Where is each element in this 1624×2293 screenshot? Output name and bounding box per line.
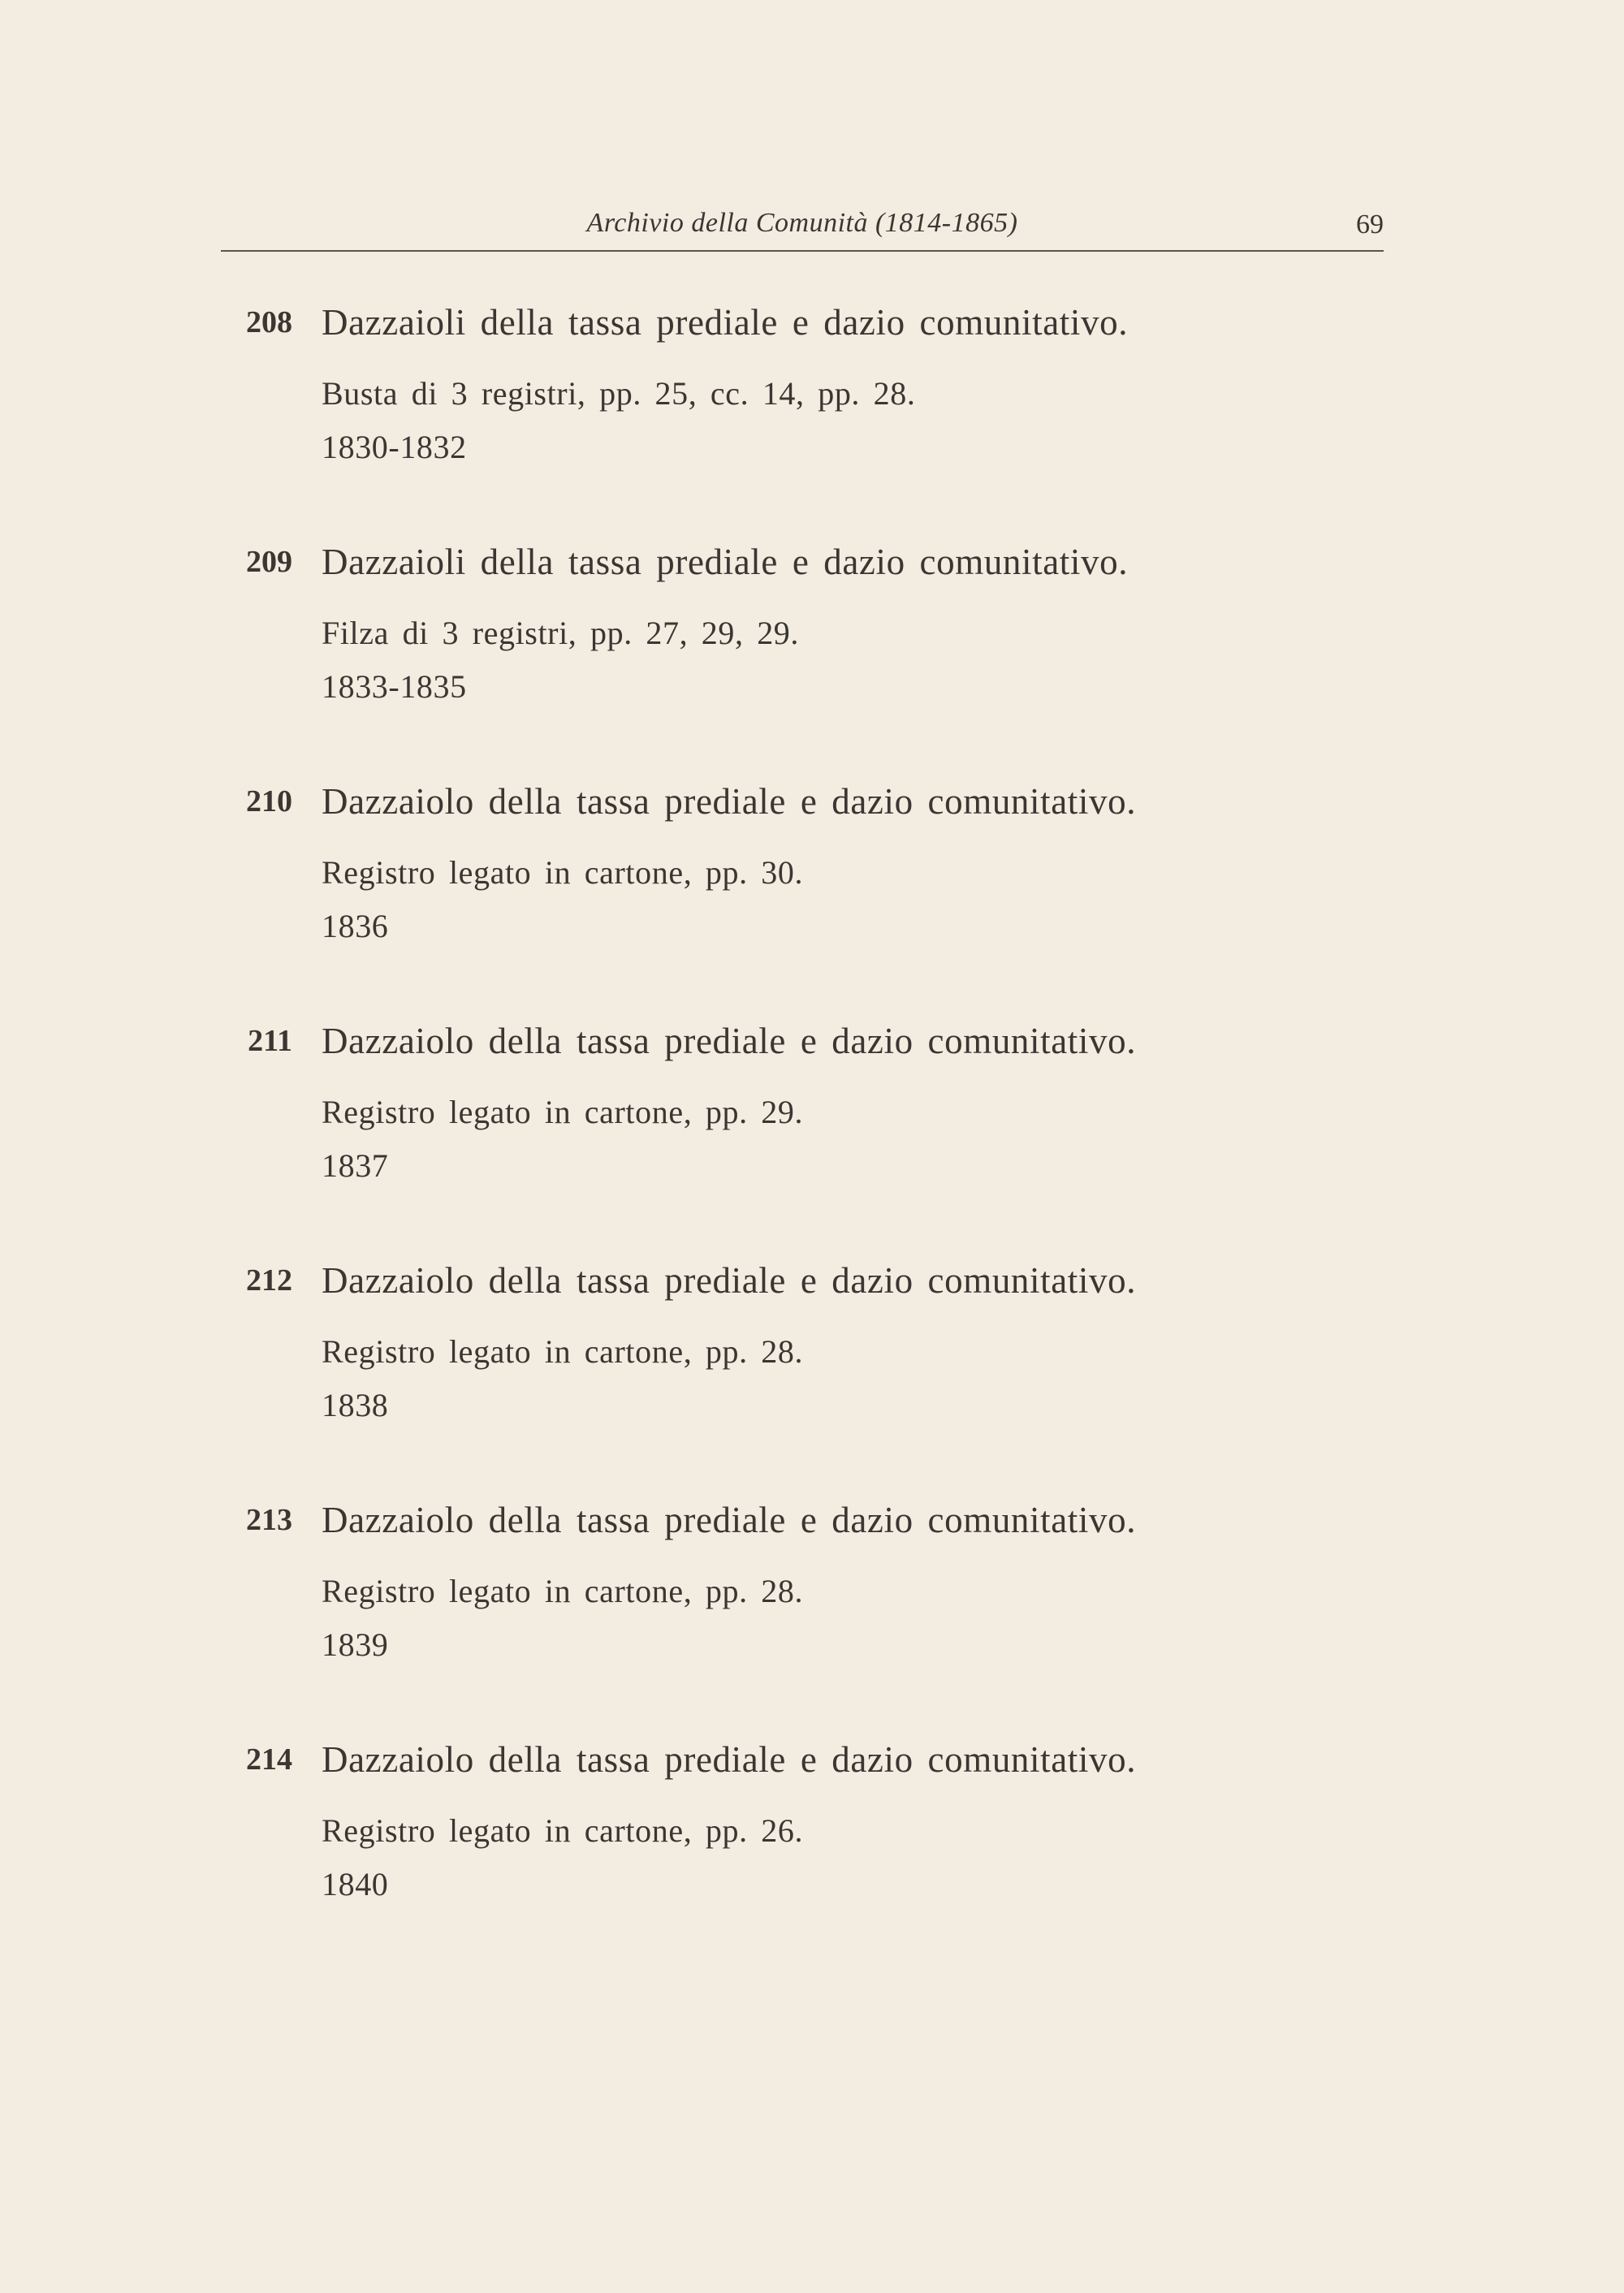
entry-date: 1840 bbox=[322, 1866, 389, 1902]
entry-title: Dazzaioli della tassa prediale e dazio comunitativo. bbox=[322, 302, 1129, 343]
page-number: 69 bbox=[1356, 209, 1384, 240]
entry-description: Registro legato in cartone, pp. 28. bbox=[322, 1573, 804, 1609]
entry-date: 1830-1832 bbox=[322, 429, 467, 465]
entry-description: Filza di 3 registri, pp. 27, 29, 29. bbox=[322, 615, 799, 651]
entry-title: Dazzaiolo della tassa prediale e dazio comunitativo. bbox=[322, 1021, 1137, 1061]
running-title: Archivio della Comunità (1814-1865) bbox=[586, 208, 1018, 238]
entry-title: Dazzaiolo della tassa prediale e dazio comunitativo. bbox=[322, 1260, 1137, 1301]
entry-description: Busta di 3 registri, pp. 25, cc. 14, pp. 28. bbox=[322, 375, 916, 412]
entry-title: Dazzaiolo della tassa prediale e dazio comunitativo. bbox=[322, 1500, 1137, 1540]
entry-title: Dazzaiolo della tassa prediale e dazio comunitativo. bbox=[322, 1739, 1137, 1780]
entry-number: 210 bbox=[246, 784, 292, 818]
page-header bbox=[221, 205, 1384, 252]
entry-date: 1837 bbox=[322, 1147, 389, 1184]
entry-number: 208 bbox=[246, 305, 292, 339]
entry-number: 209 bbox=[246, 545, 292, 579]
entry-number: 214 bbox=[246, 1742, 292, 1777]
entry-title: Dazzaioli della tassa prediale e dazio comunitativo. bbox=[322, 542, 1129, 582]
entry-title: Dazzaiolo della tassa prediale e dazio comunitativo. bbox=[322, 781, 1137, 822]
entry-description: Registro legato in cartone, pp. 26. bbox=[322, 1812, 804, 1849]
entry-date: 1838 bbox=[322, 1387, 389, 1423]
entry-number: 212 bbox=[246, 1263, 292, 1298]
entry-number: 213 bbox=[246, 1503, 292, 1537]
entry-description: Registro legato in cartone, pp. 28. bbox=[322, 1333, 804, 1370]
entry-date: 1836 bbox=[322, 908, 389, 944]
entry-number: 211 bbox=[248, 1024, 292, 1058]
entry-date: 1833-1835 bbox=[322, 668, 467, 705]
entry-date: 1839 bbox=[322, 1626, 389, 1663]
entry-description: Registro legato in cartone, pp. 29. bbox=[322, 1094, 804, 1130]
entry-description: Registro legato in cartone, pp. 30. bbox=[322, 854, 804, 891]
